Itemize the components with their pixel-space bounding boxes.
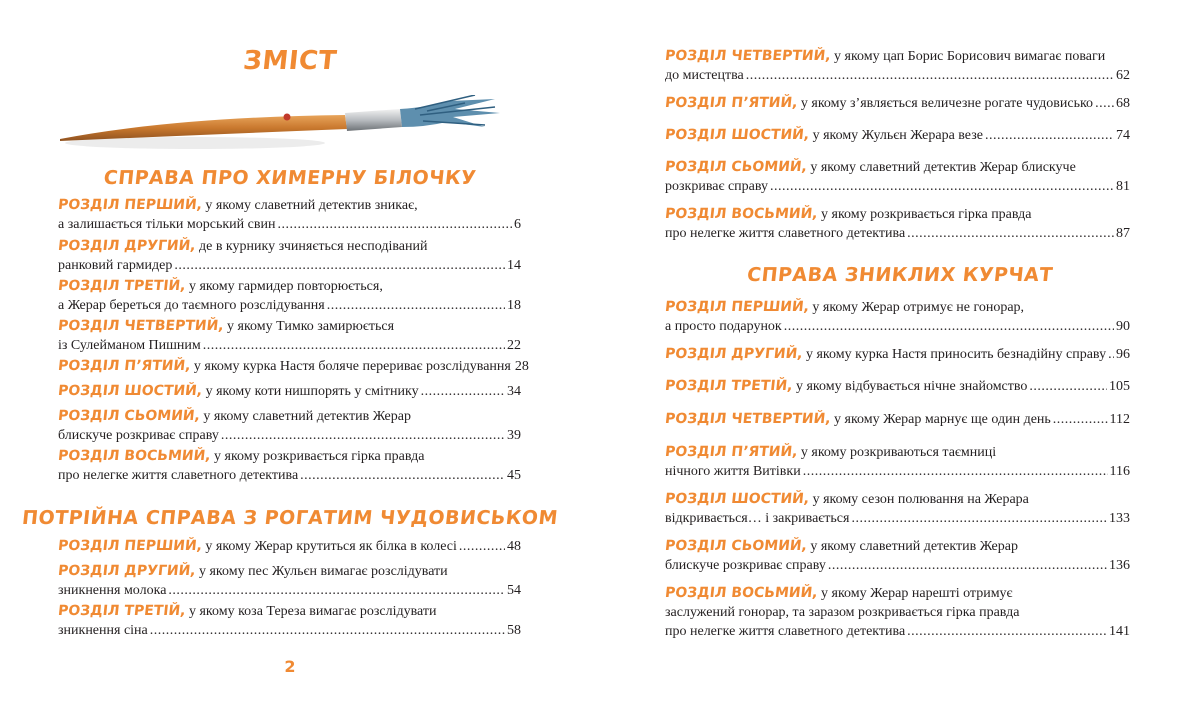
chapter-label: РОЗДІЛ ТРЕТІЙ, (664, 378, 794, 394)
chapter-label: РОЗДІЛ ЧЕТВЕРТИЙ, (664, 411, 832, 427)
dot-leader (784, 317, 1114, 336)
toc-entry[interactable]: РОЗДІЛ ПЕРШИЙ, у якому славетний детектив зникає, а залишається тільки морський свин ..... 6 (58, 196, 521, 234)
chapter-label: РОЗДІЛ ЧЕТВЕРТИЙ, (57, 318, 225, 334)
toc-entry[interactable]: РОЗДІЛ ПЕРШИЙ, у якому Жерар крутиться як білка в колесі ..... 48 (58, 537, 521, 556)
toc-entry[interactable]: РОЗДІЛ ДРУГИЙ, де в курнику зчиняється несподіваний ранковий гармидер ..... 14 (58, 237, 521, 275)
page-number: 112 (1109, 412, 1130, 427)
page-number: 54 (507, 583, 521, 598)
chapter-label: РОЗДІЛ ДРУГИЙ, (57, 563, 197, 579)
page-number: 90 (1116, 319, 1130, 334)
toc-entry[interactable]: РОЗДІЛ ВОСЬМИЙ, у якому розкривається гірка правда про нелегке життя славетного детектива ..... 87 (665, 205, 1130, 243)
chapter-label: РОЗДІЛ ВОСЬМИЙ, (664, 585, 819, 601)
dot-leader (277, 215, 512, 234)
page-number: 14 (507, 258, 521, 273)
right-page (600, 0, 1200, 711)
chapter-label: РОЗДІЛ ПЕРШИЙ, (57, 538, 203, 554)
dot-leader (851, 509, 1107, 528)
page-number: 34 (507, 384, 521, 399)
dot-leader (907, 622, 1107, 641)
page-number: 116 (1109, 464, 1130, 479)
toc-entry[interactable]: РОЗДІЛ ЧЕТВЕРТИЙ, у якому цап Борис Борисович вимагає поваги до мистецтва ..... 62 (665, 47, 1130, 85)
contents-title: ЗМІСТ (241, 46, 339, 76)
dot-leader (221, 426, 505, 445)
chapter-label: РОЗДІЛ ДРУГИЙ, (664, 346, 804, 362)
page-number: 81 (1116, 179, 1130, 194)
dot-leader (1029, 377, 1107, 396)
toc-entry[interactable]: РОЗДІЛ П’ЯТИЙ, у якому розкриваються таємниці нічного життя Витівки ..... 116 (665, 443, 1130, 481)
chapter-label: РОЗДІЛ ШОСТИЙ, (664, 491, 810, 507)
dot-leader (174, 256, 505, 275)
page-number: 133 (1109, 511, 1130, 526)
section-title: СПРАВА ЗНИКЛИХ КУРЧАТ (746, 264, 1054, 286)
page-number: 105 (1109, 379, 1130, 394)
chapter-label: РОЗДІЛ ВОСЬМИЙ, (664, 206, 819, 222)
chapter-label: РОЗДІЛ ПЕРШИЙ, (664, 299, 810, 315)
chapter-label: РОЗДІЛ СЬОМИЙ, (57, 408, 201, 424)
dot-leader (300, 466, 505, 485)
dot-leader (421, 382, 505, 401)
page-number: 45 (507, 468, 521, 483)
toc-entry[interactable]: РОЗДІЛ СЬОМИЙ, у якому славетний детектив Жерар блискуче розкриває справу ..... 136 (665, 537, 1130, 575)
chapter-label: РОЗДІЛ ШОСТИЙ, (664, 127, 810, 143)
page-number: 48 (507, 539, 521, 554)
toc-entry[interactable]: РОЗДІЛ ВОСЬМИЙ, у якому Жерар нарешті отримує заслужений гонорар, та заразом розкривається гірка правда про нелегке життя славетного детектива ..... 141 (665, 584, 1130, 641)
toc-entry[interactable]: РОЗДІЛ ШОСТИЙ, у якому коти нишпорять у смітнику ..... 34 (58, 382, 521, 401)
toc-entry[interactable]: РОЗДІЛ СЬОМИЙ, у якому славетний детектив Жерар блискуче розкриває справу ..... 81 (665, 158, 1130, 196)
toc-entry[interactable]: РОЗДІЛ ТРЕТІЙ, у якому відбувається нічне знайомство ..... 105 (665, 377, 1130, 396)
page-number: 28 (514, 359, 529, 374)
page-number: 6 (514, 217, 521, 232)
toc-entry[interactable]: РОЗДІЛ П’ЯТИЙ, у якому курка Настя боляче перериває розслідування 28 (57, 358, 529, 374)
page-number: 136 (1109, 558, 1130, 573)
chapter-label: РОЗДІЛ ШОСТИЙ, (57, 383, 203, 399)
page-number: 141 (1109, 624, 1130, 639)
chapter-label: РОЗДІЛ ТРЕТІЙ, (57, 278, 187, 294)
toc-entry[interactable]: РОЗДІЛ ШОСТИЙ, у якому Жульєн Жерара везе ..... 74 (665, 126, 1130, 145)
page-number: 74 (1116, 128, 1130, 143)
toc-entry[interactable]: РОЗДІЛ ТРЕТІЙ, у якому гармидер повторюється, а Жерар береться до таємного розслідування ..... 18 (58, 277, 521, 315)
toc-entry[interactable]: РОЗДІЛ ПЕРШИЙ, у якому Жерар отримує не гонорар, а просто подарунок ..... 90 (665, 298, 1130, 336)
dot-leader (1053, 410, 1108, 429)
page-number: 22 (507, 338, 521, 353)
dot-leader (828, 556, 1107, 575)
toc-entry[interactable]: РОЗДІЛ ВОСЬМИЙ, у якому розкривається гірка правда про нелегке життя славетного детектива ..... 45 (58, 447, 521, 485)
dot-leader (770, 177, 1114, 196)
page-number: 68 (1116, 96, 1130, 111)
dot-leader (150, 621, 505, 640)
toc-entry[interactable]: РОЗДІЛ ДРУГИЙ, у якому курка Настя приносить безнадійну справу ..... 96 (665, 345, 1130, 364)
dot-leader (203, 336, 505, 355)
chapter-label: РОЗДІЛ ЧЕТВЕРТИЙ, (664, 48, 832, 64)
toc-entry[interactable]: РОЗДІЛ ТРЕТІЙ, у якому коза Тереза вимагає розслідувати зникнення сіна ..... 58 (58, 602, 521, 640)
dot-leader (168, 581, 505, 600)
page-number: 62 (1116, 68, 1130, 83)
page-number: 18 (507, 298, 521, 313)
toc-entry[interactable]: РОЗДІЛ ЧЕТВЕРТИЙ, у якому Жерар марнує ще один день ..... 112 (665, 410, 1130, 429)
dot-leader (746, 66, 1114, 85)
section-title: ПОТРІЙНА СПРАВА З РОГАТИМ ЧУДОВИСЬКОМ (20, 507, 560, 529)
page-number: 58 (507, 623, 521, 638)
chapter-label: РОЗДІЛ П’ЯТИЙ, (664, 95, 799, 111)
dot-leader (985, 126, 1114, 145)
dot-leader (907, 224, 1114, 243)
dot-leader (1108, 345, 1114, 364)
dot-leader (1095, 94, 1114, 113)
toc-entry[interactable]: РОЗДІЛ СЬОМИЙ, у якому славетний детектив Жерар блискуче розкриває справу ..... 39 (58, 407, 521, 445)
folio: 2 (284, 657, 296, 676)
toc-entry[interactable]: РОЗДІЛ П’ЯТИЙ, у якому з’являється величезне рогате чудовисько ..... 68 (665, 94, 1130, 113)
dot-leader (459, 537, 505, 556)
page-number: 96 (1116, 347, 1130, 362)
page-number: 87 (1116, 226, 1130, 241)
chapter-label: РОЗДІЛ СЬОМИЙ, (664, 159, 808, 175)
dot-leader (327, 296, 505, 315)
toc-entry[interactable]: РОЗДІЛ ДРУГИЙ, у якому пес Жульєн вимагає розслідувати зникнення молока ..... 54 (58, 562, 521, 600)
chapter-label: РОЗДІЛ ПЕРШИЙ, (57, 197, 203, 213)
chapter-label: РОЗДІЛ СЬОМИЙ, (664, 538, 808, 554)
toc-entry[interactable]: РОЗДІЛ ЧЕТВЕРТИЙ, у якому Тимко замирюється із Сулейманом Пишним ..... 22 (58, 317, 521, 355)
chapter-label: РОЗДІЛ П’ЯТИЙ, (664, 444, 799, 460)
page-number: 39 (507, 428, 521, 443)
chapter-label: РОЗДІЛ ДРУГИЙ, (57, 238, 197, 254)
dot-leader (803, 462, 1108, 481)
toc-entry[interactable]: РОЗДІЛ ШОСТИЙ, у якому сезон полювання на Жерара відкривається… і закривається ..... 133 (665, 490, 1130, 528)
chapter-label: РОЗДІЛ ВОСЬМИЙ, (57, 448, 212, 464)
section-title: СПРАВА ПРО ХИМЕРНУ БІЛОЧКУ (102, 167, 478, 189)
chapter-label: РОЗДІЛ П’ЯТИЙ, (57, 358, 192, 374)
chapter-label: РОЗДІЛ ТРЕТІЙ, (57, 603, 187, 619)
paintbrush-illustration (55, 95, 505, 155)
